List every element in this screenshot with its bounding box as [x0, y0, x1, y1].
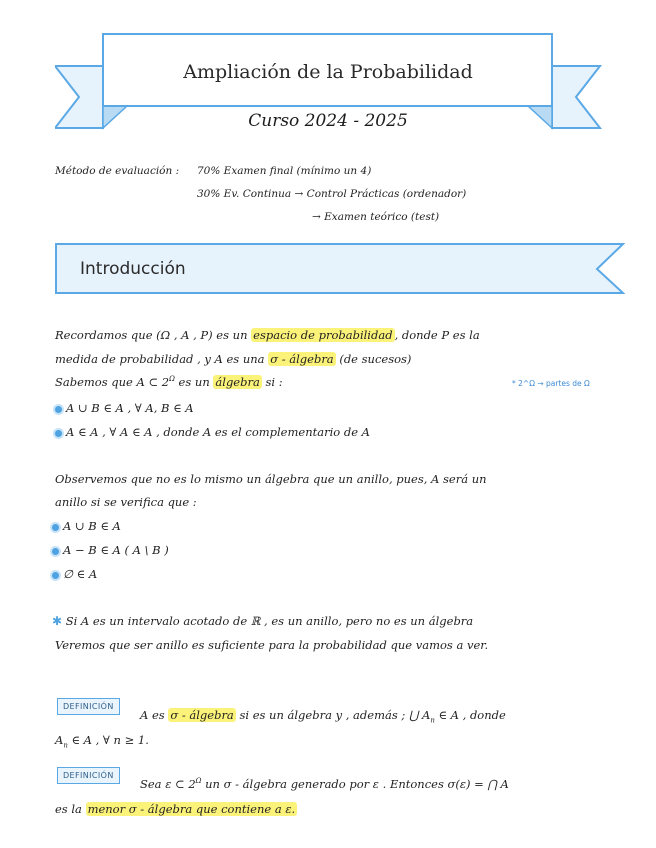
- algebra-union-rule: A ∪ B ∈ A , ∀ A, B ∈ A: [66, 401, 194, 415]
- list-item: [55, 401, 194, 415]
- course-year: Curso 2024 - 2025: [248, 111, 408, 131]
- text-fragment: si :: [261, 375, 283, 389]
- text-fragment: ∈ A , donde: [434, 708, 506, 722]
- star-icon: ✱: [52, 614, 63, 628]
- superscript: Ω: [195, 777, 202, 786]
- list-item: [52, 543, 169, 557]
- evaluation-theory-exam: → Examen teórico (test): [312, 211, 440, 223]
- text-fragment: , donde P es la: [394, 328, 480, 342]
- section-title: Introducción: [80, 259, 186, 279]
- highlight-algebra: álgebra: [215, 375, 260, 389]
- definition-generated-sigma-algebra: [140, 777, 509, 791]
- highlight-sigma-algebra: σ - álgebra: [270, 352, 334, 366]
- paragraph-interval-example: [52, 614, 473, 628]
- text-fragment: ∈ A , ∀ n ≥ 1.: [67, 733, 149, 747]
- text-fragment: es un: [174, 375, 214, 389]
- list-item: [52, 567, 97, 581]
- text-fragment: Recordamos que (Ω , A , P) es un: [55, 328, 252, 342]
- definition-sigma-algebra: [140, 708, 506, 724]
- text-fragment: medida de probabilidad , y A es una: [55, 352, 269, 366]
- paragraph-probability-space: [55, 328, 480, 342]
- paragraph-ring-intro-cont: anillo si se verifica que :: [55, 495, 197, 509]
- definition-generated-cont: [55, 802, 297, 816]
- evaluation-final-exam: 70% Examen final (mínimo un 4): [197, 165, 372, 177]
- paragraph-ring-sufficient: Veremos que ser anillo es suficiente para la probabilidad que vamos a ver.: [55, 638, 489, 652]
- paragraph-algebra-def: [55, 375, 283, 389]
- text-fragment: Sabemos que A ⊂ 2: [55, 375, 170, 389]
- definition-sigma-algebra-cont: [55, 733, 149, 749]
- superscript: Ω: [169, 375, 175, 384]
- ring-union-rule: A ∪ B ∈ A: [63, 519, 121, 533]
- subscript: n: [63, 741, 68, 750]
- highlight-smallest-sigma-algebra: menor σ - álgebra que contiene a ε.: [87, 802, 296, 816]
- text-fragment: A: [55, 733, 64, 747]
- page-title: Ampliación de la Probabilidad: [183, 61, 473, 83]
- definition-label: DEFINICIÓN: [57, 767, 120, 784]
- text-fragment: A es: [140, 708, 169, 722]
- list-item: [52, 519, 121, 533]
- paragraph-sigma-algebra: [55, 352, 411, 366]
- algebra-complement-rule: A ∈ A , ∀ A ∈ A , donde A es el complementario de A: [66, 425, 370, 439]
- ring-empty-rule: ∅ ∈ A: [63, 567, 98, 581]
- highlight-sigma-algebra-def: σ - álgebra: [170, 708, 234, 722]
- text-fragment: un σ - álgebra generado por ε . Entonces σ(ε) = ⋂ A: [201, 777, 509, 791]
- interval-example-text: Si A es un intervalo acotado de ℝ , es un anillo, pero no es un álgebra: [65, 614, 474, 628]
- text-fragment: Sea ε ⊂ 2: [140, 777, 196, 791]
- subscript: n: [430, 716, 435, 725]
- text-fragment: es la: [55, 802, 86, 816]
- bullet-icon: [55, 406, 62, 413]
- bullet-icon: [52, 572, 59, 579]
- ring-difference-rule: A − B ∈ A ( A \ B ): [63, 543, 169, 557]
- bullet-icon: [52, 548, 59, 555]
- paragraph-ring-intro: Observemos que no es lo mismo un álgebra que un anillo, pues, A será un: [55, 472, 487, 486]
- bullet-icon: [55, 430, 62, 437]
- bullet-icon: [52, 524, 59, 531]
- text-fragment: (de sucesos): [335, 352, 412, 366]
- list-item: [55, 425, 370, 439]
- definition-label: DEFINICIÓN: [57, 698, 120, 715]
- side-note-power-set: * 2^Ω → partes de Ω: [512, 379, 590, 388]
- text-fragment: si es un álgebra y , además ; ⋃ A: [235, 708, 431, 722]
- evaluation-continuous: 30% Ev. Continua → Control Prácticas (ordenador): [197, 188, 467, 200]
- highlight-probability-space: espacio de probabilidad: [253, 328, 393, 342]
- evaluation-label: Método de evaluación :: [55, 165, 180, 177]
